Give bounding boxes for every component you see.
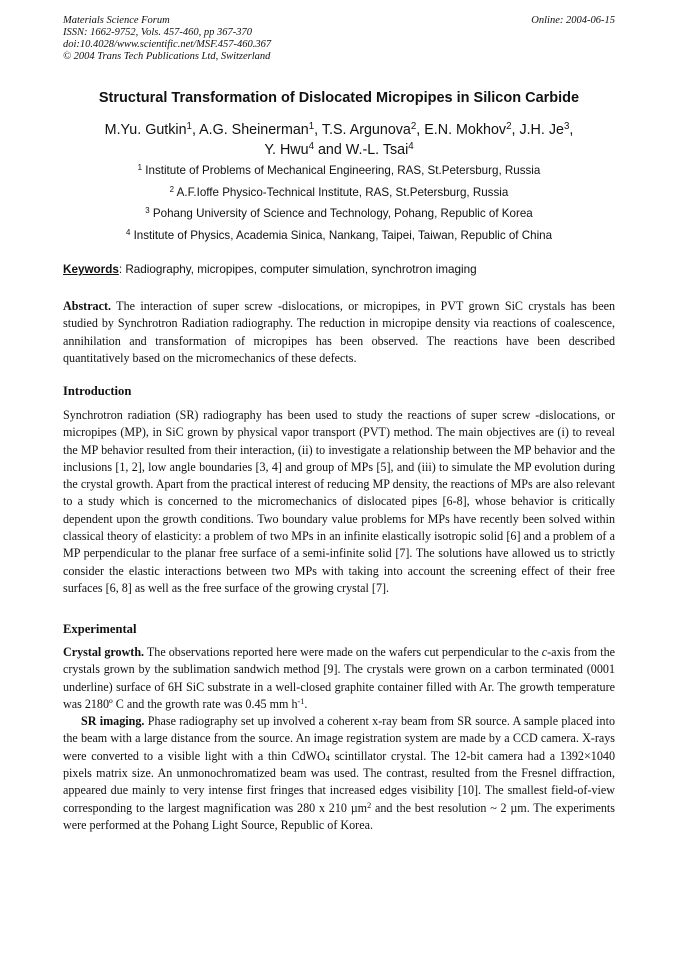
journal-name: Materials Science Forum — [63, 15, 170, 26]
author-list — [40, 120, 638, 160]
abstract — [63, 298, 615, 367]
introduction-heading: Introduction — [63, 384, 132, 398]
copyright-line: © 2004 Trans Tech Publications Ltd, Switzerland — [63, 51, 271, 62]
keywords-label: Keywords — [63, 263, 119, 276]
keywords — [63, 263, 615, 276]
author: A.G. Sheinerman$^1$, — [199, 121, 322, 138]
journal-header — [63, 15, 615, 63]
abstract-text: The interaction of super screw -dislocations, or micropipes, in PVT grown SiC crystals has been studied by Synchrotron Radiation radiography. The reduction in micropipe density via reactions of coalescence, annihilation and transformation of micropipes has been observed. The reactions have been described quantitatively based on the micromechanics of these defects. — [63, 299, 615, 365]
abstract-label: Abstract. — [63, 299, 112, 313]
affiliation-2: $^2$ A.F.Ioffe Physico-Technical Institute, RAS, St.Petersburg, Russia — [169, 185, 509, 199]
doi-line: doi:10.4028/www.scientific.net/MSF.457-460.367 — [63, 39, 272, 50]
author: M.Yu. Gutkin$^1$, — [104, 121, 200, 138]
affiliation-4: $^4$ Institute of Physics, Academia Sinica, Nankang, Taipei, Taiwan, Republic of China — [125, 228, 553, 242]
introduction-body: Synchrotron radiation (SR) radiography has been used to study the reactions of super screw -dislocations, or micropipes (MP), in SiC grown by physical vapor transport (PVT) method. The main objectives are (i) to reveal the MP behavior resulted from their interaction, (ii) to investigate a relationship between the MP behavior and the inclusions [1, 2], low angle boundaries [3, 4] and group of MPs [5], and (iii) to simulate the MP evolution during the crystal growth. Apart from the practical interest of reducing MP density, the reactions of MPs are also relevant to a study which is concerned to the micromechanics of dislocated pipes [6-8], whose behavior is critically dependent upon the growth conditions. Two boundary value problems for MPs have recently been solved within classical theory of elasticity: a problem of two MPs in an infinite elastically isotropic solid [6] and a problem of a MP perpendicular to the planar free surface of a semi-infinite solid [7]. The solutions have allowed us to strictly consider the elastic interactions between two MPs with taking into account the screening effect of their free surfaces [6, 8] as well as the free surface of the growing crystal [7]. — [63, 408, 615, 595]
affiliation-3: $^3$ Pohang University of Science and Technology, Pohang, Republic of Korea — [145, 206, 533, 220]
issn-line: ISSN: 1662-9752, Vols. 457-460, pp 367-370 — [63, 27, 252, 38]
experimental-body — [63, 644, 615, 834]
author: T.S. Argunova$^2$, — [321, 121, 425, 138]
online-date: Online: 2004-06-15 — [531, 15, 615, 26]
paper-title: Structural Transformation of Dislocated Micropipes in Silicon Carbide — [98, 90, 580, 106]
experimental-heading: Experimental — [63, 622, 137, 636]
crystal-growth-paragraph: Crystal growth. The observations reported here were made on the wafers cut perpendicular to the c-axis from the crystals grown by the sublimation sandwich method [9]. The crystals were grown on a carbon terminated (0001 underline) surface of 6H SiC substrate in a well-closed graphite container filled with Ar. The growth temperature was 2180º C and the growth rate was 0.45 mm $h^{-1}$. — [63, 645, 615, 711]
keywords-text: : Radiography, micropipes, computer simulation, synchrotron imaging — [118, 263, 477, 276]
author: E.N. Mokhov$^2$, — [424, 121, 520, 138]
affiliation-1: $^1$ Institute of Problems of Mechanical Engineering, RAS, St.Petersburg, Russia — [137, 163, 541, 177]
sr-imaging-paragraph: SR imaging. Phase radiography set up involved a coherent x-ray beam from SR source. A sample placed into the beam with a large distance from the source. An image registration system are made by a CCD camera. X-rays were converted to a visible light with a thin CdWO$_4$ scintillator crystal. The 12-bit camera had a 1392×1040 pixels matrix size. An unmonochromatized beam was used. The contrast, resulted from the Fresnel diffraction, appeared due mainly to very intense first fringes that increased edges visibility [10]. The smallest field-of-view corresponding to the largest magnification was 280 x 210 µm$^2$ and the best resolution ~ 2 µm. The experiments were performed at the Pohang Light Source, Republic of Korea. — [63, 714, 615, 832]
author: J.H. Je$^3$, — [519, 121, 574, 138]
author: W.-L. Tsai$^4$ — [345, 141, 414, 158]
author: Y. Hwu$^4$ and — [264, 141, 346, 158]
